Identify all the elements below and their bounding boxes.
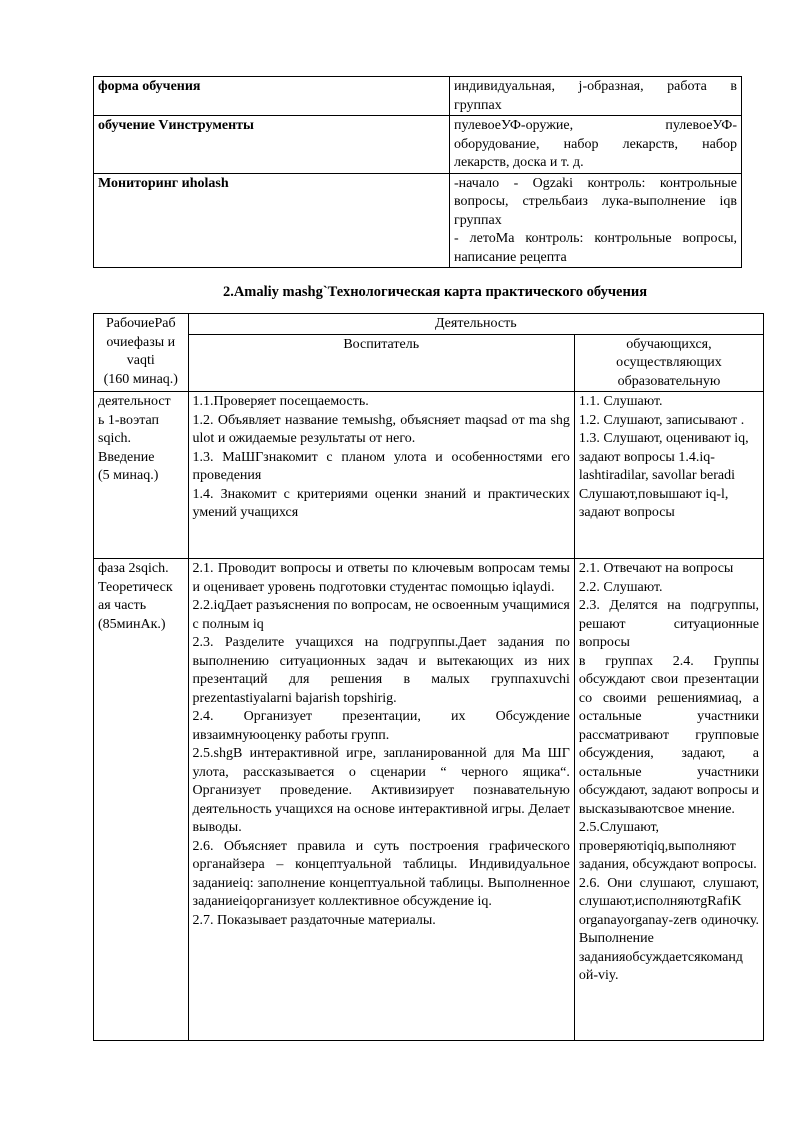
students-header — [574, 334, 763, 392]
header-row — [94, 314, 764, 335]
value-line: группах — [454, 97, 502, 113]
table-row — [94, 559, 764, 1041]
table-row — [94, 392, 764, 559]
row-label: обучение Vинструменты — [94, 116, 450, 174]
phase-header — [94, 314, 189, 392]
row-label: Мониторинг иholash — [94, 173, 450, 268]
teacher-item: 1.4. Знакомит с критериями оценки знаний и практических умений учащихся — [192, 486, 570, 520]
value-line: лекарств, доска и т. д. — [454, 155, 584, 170]
students-item: 2.5.Слушают, проверяютiqiq,выполняют задания, обсуждают вопросы. — [578, 820, 757, 872]
header-line: (160 минаq.) — [103, 371, 178, 387]
value-line: пулевоеУФ-оружие, пулевоеУФ- — [454, 118, 737, 133]
teacher-item: 2.4. Организует презентации, их Обсуждение ивзаимнуюоценку работы групп. — [192, 709, 570, 743]
students-item: 2.3. Делятся на подгруппы, решают ситуационные вопросы — [578, 598, 759, 650]
value-line: написание рецепта — [454, 249, 567, 265]
value-line: -начало - Ogzaki контроль: контрольные — [454, 175, 737, 191]
header-line: образовательную — [617, 373, 721, 389]
phase-line: Введение — [98, 449, 155, 465]
header-line: осуществляющих — [616, 355, 722, 370]
teacher-item: 1.3. МаШГзнакомит с планом улота и особенностями его проведения — [192, 449, 570, 483]
phase-line: фаза 2sqich. — [98, 561, 169, 576]
phase-line: ая часть — [98, 598, 147, 613]
value-line: оборудование, набор лекарств, набор — [454, 136, 737, 152]
learning-form-table — [93, 76, 742, 268]
teacher-cell — [188, 392, 574, 559]
students-item: 2.1. Отвечают на вопросы — [578, 561, 734, 576]
students-item: 2.6. Они слушают, слушают, слушают,исполняютgRafiK organayorganay-zerв одиночку. Выполнение заданияобсуждаетсякоманд ой-viy. — [578, 875, 759, 983]
teacher-item: 2.6. Объясняет правила и суть построения графического органайзера – концептуальной таблицы. Индивидуальное заданиеiq: заполнение концептуальной таблицы. Выполненное заданиеiqорганизует коллективное обсуждение iq. — [192, 838, 570, 909]
activity-header: Деятельность — [188, 314, 763, 335]
teacher-item: 2.5.shgВ интерактивной игре, запланированной для Ма ШГ улота, рассказывается о сценарии “ черного ящика“. Организует проведение. Активизирует познавательную деятельность учащихся на основе интерактивной игры. Делает выводы. — [192, 746, 570, 835]
phase-line: sqich. — [98, 431, 132, 446]
value-line: вопросы, стрельбаиз лука-выполнение iqв — [454, 194, 737, 209]
students-item: 1.1. Слушают. — [578, 394, 663, 409]
row-value — [450, 77, 742, 116]
header-line: очиефазы и — [106, 334, 176, 350]
technology-map-table — [93, 313, 764, 1041]
students-item: 1.2. Слушают, записывают . — [578, 412, 745, 428]
phase-line: деятельност — [98, 394, 171, 409]
students-item: 2.2. Слушают. — [578, 579, 663, 595]
header-row — [94, 334, 764, 392]
students-cell — [574, 392, 763, 559]
row-value — [450, 116, 742, 174]
value-line: индивидуальная, j-образная, работа в — [454, 79, 737, 94]
row-value — [450, 173, 742, 268]
table-row — [94, 116, 742, 174]
table-row — [94, 77, 742, 116]
row-label: форма обучения — [94, 77, 450, 116]
phase-cell — [94, 559, 189, 1041]
teacher-item: 1.1.Проверяет посещаемость. — [192, 394, 369, 409]
section-heading: 2.Amaliy mashg`Технологическая карта практического обучения — [222, 284, 648, 300]
teacher-item: 2.2.iqДает разъяснения по вопросам, не освоенным учащимися с полным iq — [192, 598, 570, 632]
teacher-item: 2.7. Показывает раздаточные материалы. — [192, 912, 436, 928]
phase-cell — [94, 392, 189, 559]
students-cell — [574, 559, 763, 1041]
value-line: - летоМа контроль: контрольные вопросы, — [454, 231, 737, 246]
teacher-item: 2.3. Разделите учащихся на подгруппы.Дает задания по выполнению ситуационных задач и вытекающих из них презентаций для решения в малых группахuvchi prezentastiyalarni bajarish topshirig. — [192, 635, 570, 706]
table-row — [94, 173, 742, 268]
students-item: 1.3. Слушают, оценивают iq, задают вопросы 1.4.iq-lashtiradilar, savollar beradi Слушают,повышают iq-l, задают вопросы — [578, 431, 749, 520]
teacher-header: Воспитатель — [188, 334, 574, 392]
value-line: группах — [454, 212, 502, 228]
teacher-item: 1.2. Объявляет название темыshg, объясняет maqsad от ma shg ulot и ожидаемые результаты от него. — [192, 412, 570, 446]
phase-line: (85минАк.) — [98, 616, 166, 632]
phase-line: (5 минаq.) — [98, 468, 159, 483]
header-line: РабочиеРаб — [105, 316, 176, 331]
students-item: в группах 2.4. Группы обсуждают свои презентации со своими решениямиaq, а остальные участники рассматривают групповые обсуждения, задают, а остальные участники обсуждают, задают вопросы и высказываютсвое мнение. — [578, 653, 759, 817]
header-line: обучающихся, — [626, 336, 712, 352]
header-line: vaqti — [126, 353, 155, 368]
phase-line: ь 1-воэтап — [98, 412, 160, 428]
phase-line: Теоретическ — [98, 579, 173, 595]
teacher-cell — [188, 559, 574, 1041]
teacher-item: 2.1. Проводит вопросы и ответы по ключевым вопросам темы и оценивает уровень подготовки студентас помощью iqlaydi. — [192, 561, 570, 595]
